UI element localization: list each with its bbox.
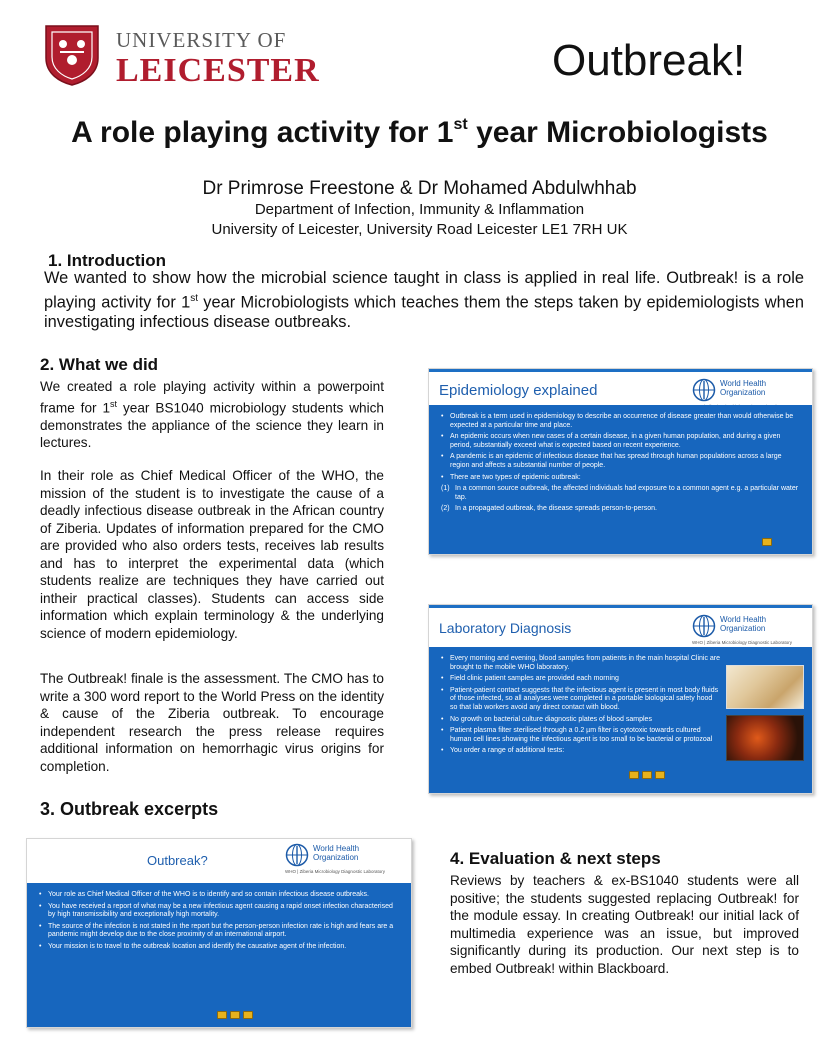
- slide-title: Epidemiology explained: [439, 382, 598, 399]
- section-heading-evaluation: 4. Evaluation & next steps: [450, 849, 661, 868]
- slide-bullet-list: [441, 413, 802, 514]
- cell-culture-photo: [726, 715, 804, 761]
- slide-header: [429, 605, 812, 647]
- nav-test-button-3[interactable]: [655, 771, 665, 779]
- what-we-did-paragraph-1: [40, 378, 384, 452]
- slide-title: Laboratory Diagnosis: [439, 620, 572, 636]
- who-globe-icon: [692, 378, 716, 402]
- culture-plates-photo: [726, 665, 804, 709]
- intro-text-a: We wanted to show how the microbial science taught in class is applied in real life. Outbreak! is a role playing activity for 1: [44, 269, 804, 311]
- bullet-item: • Field clinic patient samples are provided each morning: [441, 675, 721, 684]
- bullet-item: • Every morning and evening, blood samples from patients in the main hospital Clinic are brought to the mobile WHO laboratory.: [441, 655, 721, 672]
- p1-sup: st: [110, 398, 118, 409]
- university-name-line1: UNIVERSITY OF: [116, 28, 287, 52]
- slide-body: [429, 647, 812, 793]
- who-logo: [692, 614, 802, 644]
- who-subtitle: WHO | Ziberia Microbiology Diagnostic Laboratory: [285, 869, 385, 874]
- who-name: World Health Organization: [720, 615, 767, 633]
- nav-test-button-2[interactable]: [642, 771, 652, 779]
- numbered-item: [441, 505, 802, 514]
- slide-body: [429, 405, 812, 554]
- bullet-item: • You order a range of additional tests:: [441, 747, 721, 756]
- bullet-item: • Patient-patient contact suggests that the infectious agent is present in most body fluids of those infected, so all analyses were completed in a portable biological safety hood so that lab workers avoid any direct contact with blood.: [441, 687, 721, 713]
- slide-laboratory-diagnosis: [428, 604, 813, 794]
- nav-home-button[interactable]: [230, 1011, 240, 1019]
- slide-nav: [629, 771, 665, 779]
- evaluation-text: Reviews by teachers & ex-BS1040 students were all positive; the students suggested replacing Outbreak! for the module essay. In creating Outbreak! our initial lack of multimedia experience was an issue, but improved significantly during its production. Our next step is to embed Outbreak! within Blackboard.: [450, 873, 799, 976]
- main-heading-text: A role playing activity for 1: [71, 116, 454, 149]
- who-globe-icon: [692, 614, 716, 638]
- intro-sup: st: [190, 292, 198, 304]
- bullet-item: • Patient plasma filter sterilised through a 0.2 µm filter is cytotoxic towards cultured human cell lines showing the infectious agent is too small to be bacterial or protozoal: [441, 727, 721, 744]
- authors: Dr Primrose Freestone & Dr Mohamed Abdulwhhab: [202, 178, 637, 199]
- numbered-item-text: In a common source outbreak, the affected individuals had exposure to a common agent e.g. a particular water tap.: [455, 485, 799, 501]
- bullet-item: • A pandemic is an epidemic of infectious disease that has spread through human populations across a large region and affects a substantial number of people.: [441, 453, 802, 470]
- university-logo: [44, 24, 320, 89]
- address: University of Leicester, University Road Leicester LE1 7RH UK: [211, 221, 628, 238]
- what-we-did-paragraph-3: The Outbreak! finale is the assessment. The CMO has to write a 300 word report to the World Press on the identity & cause of the Ziberia outbreak. To encourage independent research the press release requires additional information on hemorrhagic virus origins for completion.: [40, 671, 384, 774]
- slide-nav: [217, 1011, 253, 1019]
- slide-header: [429, 369, 812, 399]
- nav-test-button-1[interactable]: [629, 771, 639, 779]
- main-heading: [0, 116, 839, 150]
- main-heading-sup: st: [453, 116, 468, 133]
- intro-text-b: year Microbiologists which teaches them the steps taken by epidemiologists when investigating infectious disease outbreaks.: [44, 292, 804, 332]
- main-heading-text-end: year Microbiologists: [467, 116, 768, 149]
- bullet-item: • No growth on bacterial culture diagnostic plates of blood samples: [441, 716, 721, 725]
- slide-header: [27, 839, 411, 883]
- numbered-item: [441, 485, 802, 502]
- p1-text-a: We created a role playing activity within a powerpoint frame for 1: [40, 379, 384, 416]
- bullet-item: • An epidemic occurs when new cases of a certain disease, in a given human population, and during a given period, substantially exceed what is expected based on recent experience.: [441, 433, 802, 450]
- slide-bullet-list: [441, 655, 721, 756]
- slide-bullet-list: [39, 891, 401, 952]
- who-logo: [692, 378, 802, 408]
- who-name: World Health Organization: [313, 844, 360, 862]
- slide-body: [27, 883, 411, 1027]
- nav-next-button[interactable]: [243, 1011, 253, 1019]
- slide-nav: [762, 538, 772, 546]
- bullet-item: • You have received a report of what may be a new infectious agent causing a rapid onset infection characterised by high transmissibility and exceptionally high mortality.: [39, 903, 401, 920]
- who-subtitle: WHO | Ziberia Microbiology Diagnostic Laboratory: [692, 640, 792, 645]
- p1-text-b: year BS1040 microbiology students which demonstrates the appliance of the science they learn in lectures.: [40, 400, 384, 451]
- who-name: World Health Organization: [720, 379, 767, 397]
- bullet-item: • Outbreak is a term used in epidemiology to describe an occurrence of disease greater than would otherwise be expected at a particular time and place.: [441, 413, 802, 430]
- university-crest-icon: [44, 24, 100, 86]
- bullet-item: • There are two types of epidemic outbreak:: [441, 474, 802, 483]
- section-heading-excerpts: 3. Outbreak excerpts: [40, 799, 219, 819]
- poster-title: Outbreak!: [552, 36, 746, 85]
- introduction-text: [44, 268, 804, 333]
- department: Department of Infection, Immunity & Inflammation: [254, 201, 585, 218]
- bullet-item: • The source of the infection is not stated in the report but the person-person infection rate is high and fears are a pandemic might develop due to the close proximity of an international airport.: [39, 923, 401, 940]
- nav-next-button[interactable]: [762, 538, 772, 546]
- what-we-did-paragraph-2: In their role as Chief Medical Officer of the WHO, the mission of the student is to investigate the cause of a deadly infectious disease outbreak in the African country of Ziberia. Updates of information prepared for the CMO are provided who also orders tests, receives lab results and has to interpret the experimental data (which students realize are techniques they have carried out intheir practical classes). Students can access side information which explain terminology & the underlying science of modern epidemiology.: [40, 468, 384, 641]
- who-logo: [285, 843, 395, 873]
- slide-title: Outbreak?: [147, 853, 208, 868]
- slide-epidemiology-explained: [428, 368, 813, 555]
- bullet-item: • Your mission is to travel to the outbreak location and identify the causative agent of the infection.: [39, 943, 401, 952]
- nav-prev-button[interactable]: [217, 1011, 227, 1019]
- slide-outbreak: [26, 838, 412, 1028]
- bullet-item: • Your role as Chief Medical Officer of the WHO is to identify and so contain infectious disease outbreaks.: [39, 891, 401, 900]
- section-heading-what-we-did: 2. What we did: [40, 355, 159, 374]
- section-heading-introduction: 1. Introduction: [48, 251, 167, 270]
- numbered-item-text: In a propagated outbreak, the disease spreads person-to-person.: [455, 505, 657, 513]
- university-name-line2: LEICESTER: [116, 52, 320, 89]
- who-globe-icon: [285, 843, 309, 867]
